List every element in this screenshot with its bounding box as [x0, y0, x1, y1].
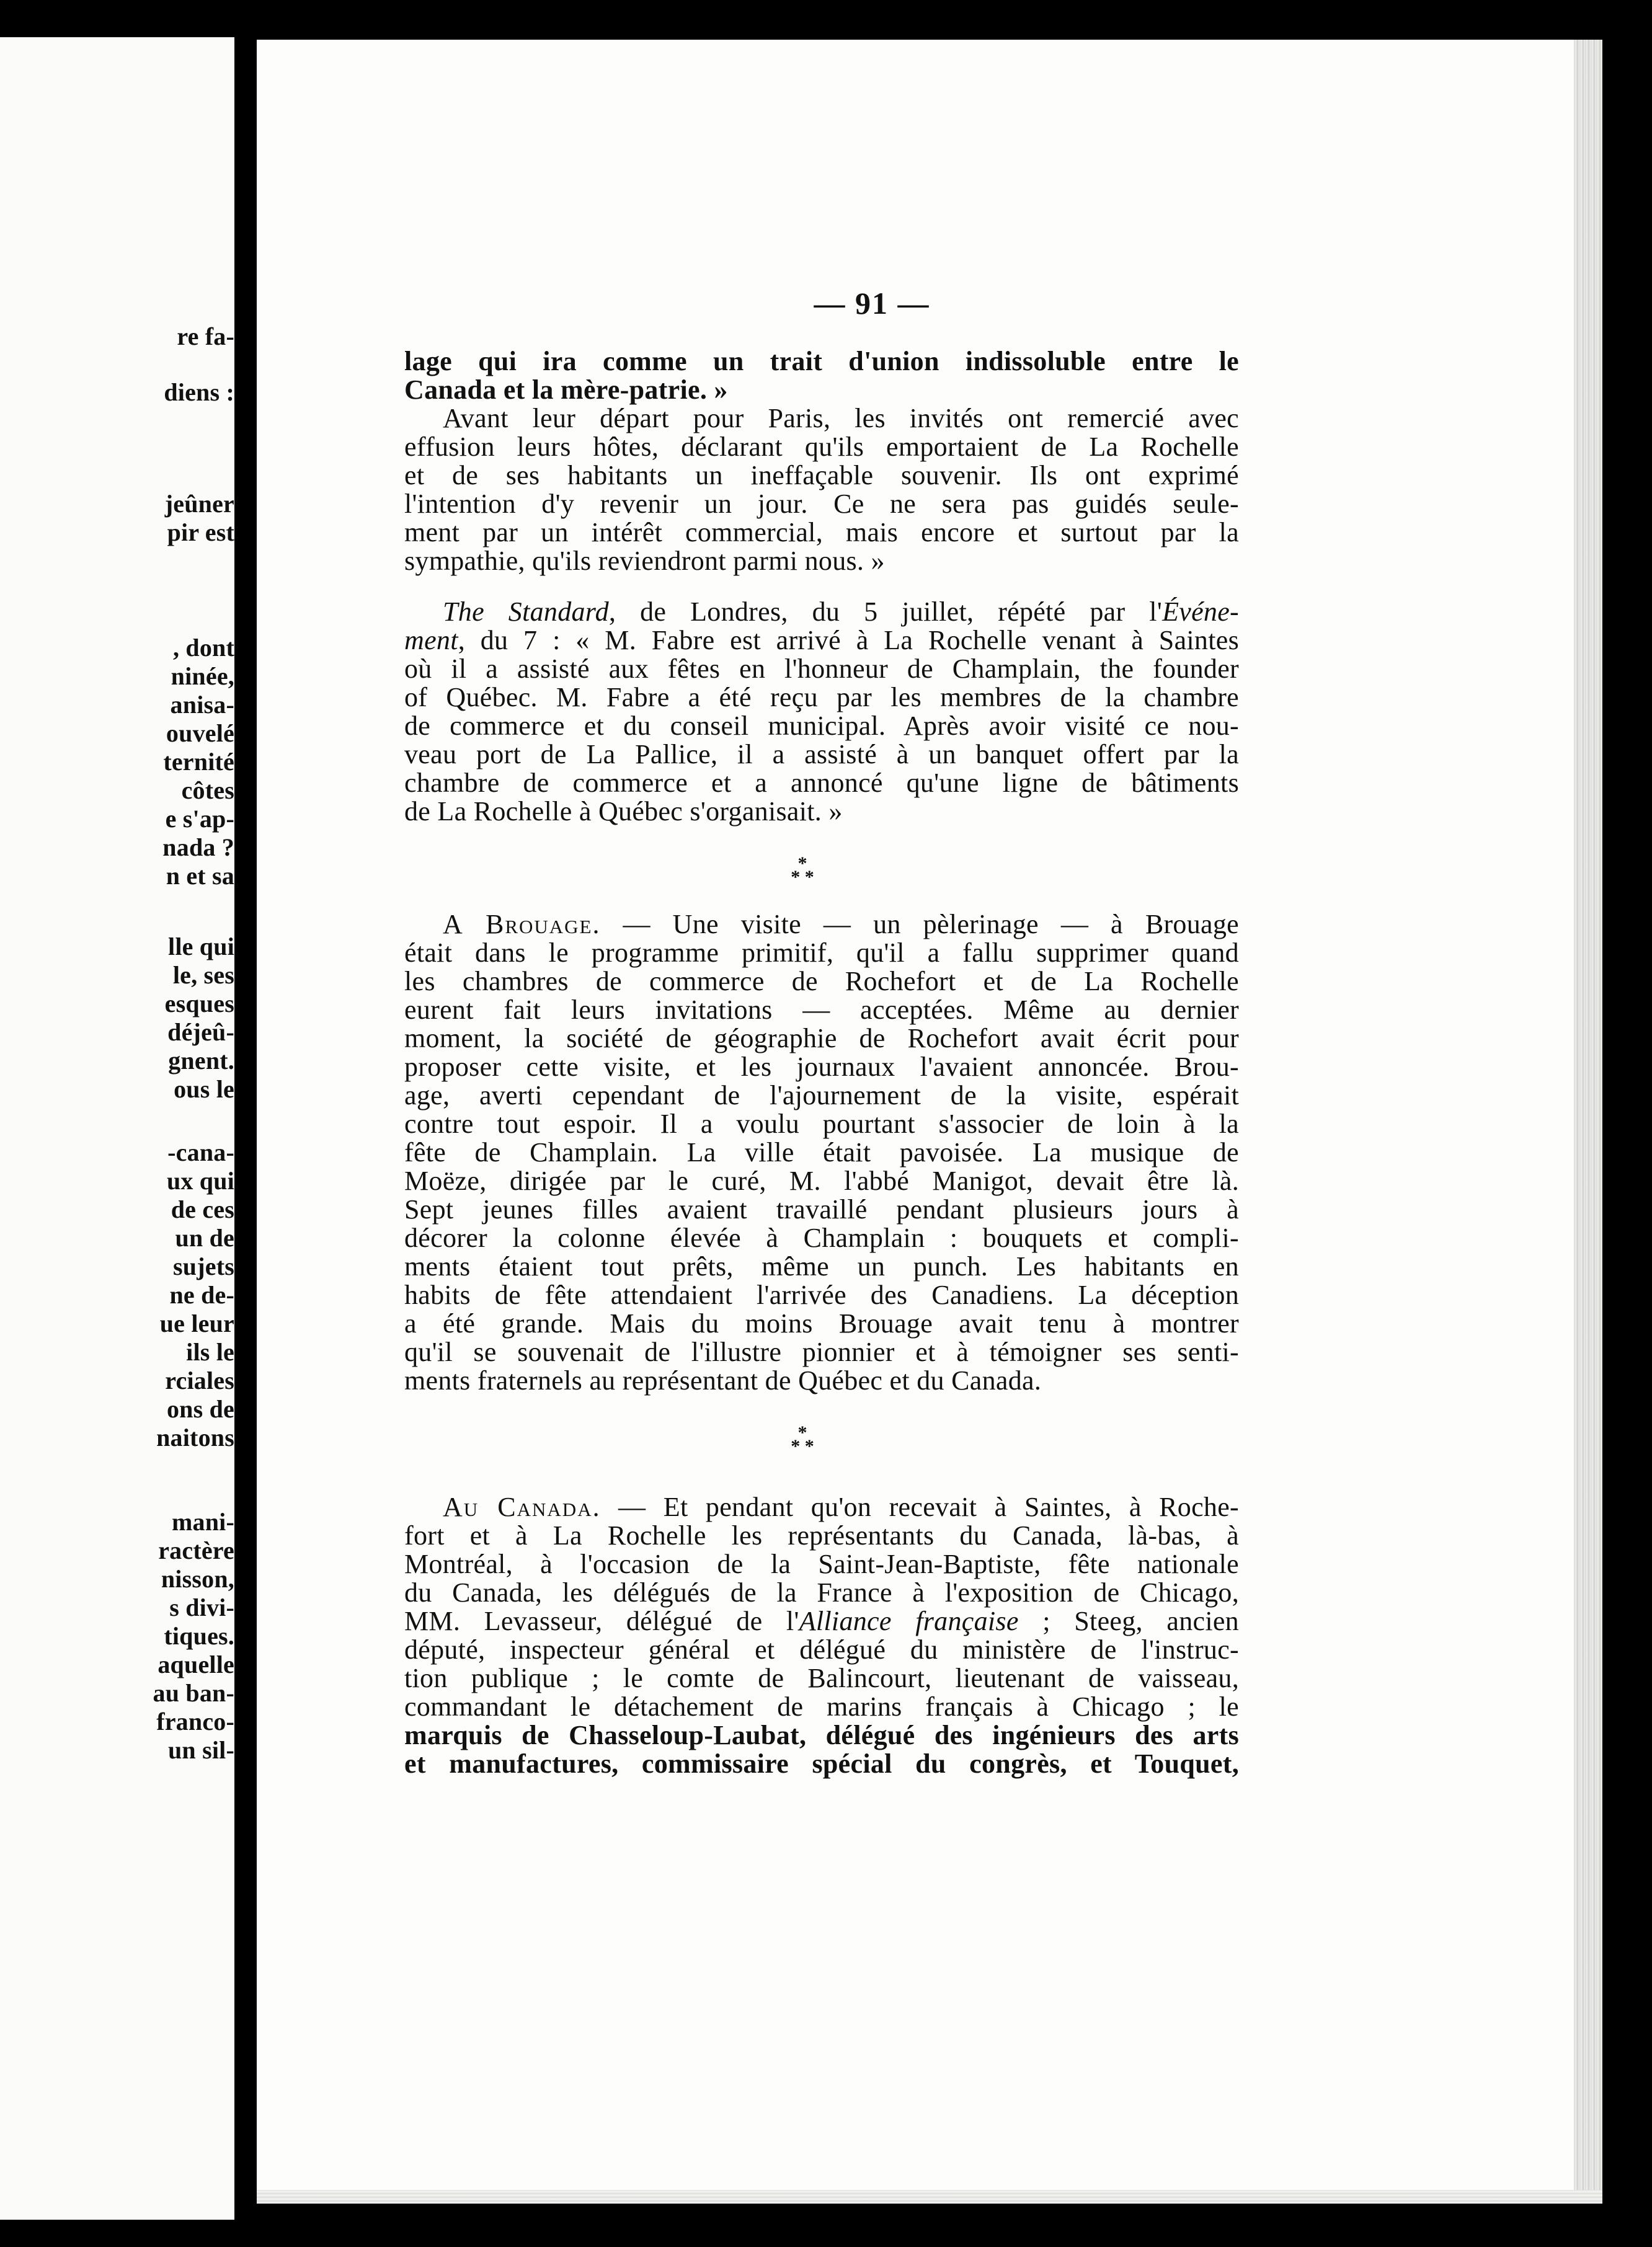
- left-page-line: pir est: [167, 518, 234, 546]
- text-span: ; Steeg, ancien: [1018, 1606, 1239, 1636]
- left-page-line: ons de: [166, 1395, 234, 1423]
- left-page-line: un de: [175, 1224, 234, 1252]
- text-line: était dans le programme primitif, qu'il a fallu supprimer quand: [404, 937, 1239, 968]
- left-page-line: , dont: [172, 634, 234, 662]
- text-line: [404, 626, 1239, 655]
- text-span: , du 7 : « M. Fabre est arrivé à La Rochelle venant à Saintes: [458, 625, 1239, 655]
- text-line: Moëze, dirigée par le curé, M. l'abbé Manigot, devait être là.: [404, 1166, 1239, 1196]
- left-page-line: ils le: [186, 1338, 234, 1366]
- text-line: qu'il se souvenait de l'illustre pionnier et à témoigner ses senti-: [404, 1337, 1239, 1367]
- left-page-line: esques: [164, 990, 234, 1017]
- text-span: — Une visite — un pèlerinage — à Brouage: [600, 909, 1239, 939]
- left-page-line: re fa-: [177, 322, 234, 350]
- text-line: ment par un intérêt commercial, mais encore et surtout par la: [404, 517, 1239, 547]
- left-page-line: rciales: [165, 1367, 234, 1394]
- left-page-line: sujets: [173, 1252, 234, 1280]
- left-page-line: ternité: [163, 748, 234, 776]
- left-page-line: jeûner: [164, 490, 234, 518]
- text-line: eurent fait leurs invitations — acceptées. Même au dernier: [404, 995, 1239, 1025]
- left-page-line: e s'ap-: [165, 805, 234, 833]
- left-page-line: déjeû-: [167, 1018, 234, 1046]
- asterism: * * *: [791, 1422, 814, 1456]
- text-line: veau port de La Pallice, il a assisté à un banquet offert par la: [404, 739, 1239, 769]
- text-line: lage qui ira comme un trait d'union indissoluble entre le: [404, 346, 1239, 376]
- left-page-line: diens :: [164, 378, 234, 406]
- left-page-line: gnent.: [168, 1047, 234, 1075]
- text-line: chambre de commerce et a annoncé qu'une ligne de bâtiments: [404, 768, 1239, 798]
- left-page-line: côtes: [181, 776, 234, 804]
- page-number: — 91 —: [814, 286, 930, 321]
- text-line: et de ses habitants un ineffaçable souvenir. Ils ont exprimé: [404, 460, 1239, 490]
- text-line: habits de fête attendaient l'arrivée des Canadiens. La déception: [404, 1280, 1239, 1310]
- left-page: [0, 37, 234, 2220]
- text-line: [404, 910, 1239, 939]
- text-line: marquis de Chasseloup-Laubat, délégué des ingénieurs des arts: [404, 1720, 1239, 1750]
- left-page-line: un sil-: [167, 1736, 234, 1764]
- left-page-line: au ban-: [153, 1679, 234, 1707]
- text-line: [404, 1607, 1239, 1636]
- page-bottom-edge: [257, 2190, 1602, 2204]
- text-line: age, averti cependant de l'ajournement de la visite, espérait: [404, 1080, 1239, 1110]
- text-line: [404, 598, 1239, 626]
- left-page-line: n et sa: [166, 862, 234, 890]
- left-page-line: ouvelé: [166, 719, 234, 747]
- text-line: ments étaient tout prêts, même un punch. Les habitants en: [404, 1251, 1239, 1282]
- text-line: effusion leurs hôtes, déclarant qu'ils emportaient de La Rochelle: [404, 432, 1239, 462]
- text-line: de La Rochelle à Québec s'organisait. »: [404, 796, 843, 827]
- text-line: moment, la société de géographie de Rochefort avait écrit pour: [404, 1023, 1239, 1053]
- left-page-line: -cana-: [167, 1138, 234, 1166]
- left-page-line: aquelle: [158, 1651, 234, 1678]
- left-page-line: ne de-: [169, 1281, 234, 1309]
- text-line: contre tout espoir. Il a voulu pourtant s'associer de loin à la: [404, 1109, 1239, 1139]
- asterism: * * *: [791, 853, 814, 887]
- left-page-line: tiques.: [164, 1622, 234, 1650]
- left-page-line: naitons: [156, 1424, 234, 1451]
- text-span: — Et pendant qu'on recevait à Saintes, à Roche-: [600, 1492, 1239, 1522]
- left-page-line: nisson,: [161, 1565, 234, 1593]
- left-page-line: nada ?: [162, 833, 234, 861]
- page-edge: [1574, 40, 1602, 2204]
- left-page-line: ux qui: [166, 1167, 234, 1195]
- text-line: sympathie, qu'ils reviendront parmi nous. »: [404, 546, 885, 576]
- text-line: ments fraternels au représentant de Québec et du Canada.: [404, 1365, 1042, 1396]
- text-line: fort et à La Rochelle les représentants du Canada, là-bas, à: [404, 1520, 1239, 1551]
- left-page-line: mani-: [172, 1508, 234, 1536]
- text-line: tion publique ; le comte de Balincourt, lieutenant de vaisseau,: [404, 1663, 1239, 1693]
- text-line: Montréal, à l'occasion de la Saint-Jean-Baptiste, fête nationale: [404, 1549, 1239, 1579]
- text-span: , de Londres, du 5 juillet, répété par l': [608, 596, 1163, 627]
- text-line: Canada et la mère-patrie. »: [404, 374, 728, 405]
- italic-text: ment: [404, 625, 458, 655]
- text-line: a été grande. Mais du moins Brouage avait tenu à montrer: [404, 1308, 1239, 1339]
- left-page-line: lle qui: [168, 933, 234, 960]
- text-line: Avant leur départ pour Paris, les invités ont remercié avec: [443, 403, 1239, 433]
- text-line: l'intention d'y revenir un jour. Ce ne sera pas guidés seule-: [404, 489, 1239, 519]
- section-heading: Au Canada.: [443, 1492, 601, 1522]
- left-page-line: s divi-: [169, 1593, 234, 1621]
- italic-text: The Standard: [443, 596, 609, 627]
- italic-text: Alliance française: [799, 1606, 1019, 1636]
- text-line: les chambres de commerce de Rochefort et de La Rochelle: [404, 966, 1239, 996]
- text-line: député, inspecteur général et délégué du ministère de l'instruc-: [404, 1634, 1239, 1665]
- section-heading: A Brouage.: [443, 909, 601, 939]
- text-line: et manufactures, commissaire spécial du congrès, et Touquet,: [404, 1748, 1239, 1779]
- left-page-line: ractère: [158, 1536, 234, 1564]
- text-line: de commerce et du conseil municipal. Après avoir visité ce nou-: [404, 711, 1239, 741]
- binding-gap: [234, 0, 257, 2247]
- left-page-line: ninée,: [171, 662, 234, 690]
- text-line: où il a assisté aux fêtes en l'honneur de Champlain, the founder: [404, 654, 1239, 684]
- left-page-line: ue leur: [159, 1310, 234, 1337]
- left-page-line: le, ses: [172, 961, 234, 989]
- text-line: [404, 1493, 1239, 1522]
- left-page-line: de ces: [171, 1195, 234, 1223]
- text-line: proposer cette visite, et les journaux l'avaient annoncée. Brou-: [404, 1052, 1239, 1082]
- text-line: du Canada, les délégués de la France à l'exposition de Chicago,: [404, 1577, 1239, 1608]
- italic-text: Événe-: [1162, 596, 1239, 627]
- text-line: fête de Champlain. La ville était pavoisée. La musique de: [404, 1137, 1239, 1168]
- text-line: décorer la colonne élevée à Champlain : bouquets et compli-: [404, 1223, 1239, 1253]
- text-span: MM. Levasseur, délégué de l': [404, 1606, 799, 1636]
- text-line: Sept jeunes filles avaient travaillé pendant plusieurs jours à: [404, 1194, 1239, 1225]
- text-line: commandant le détachement de marins français à Chicago ; le: [404, 1691, 1239, 1722]
- left-page-line: ous le: [174, 1075, 234, 1103]
- right-page: [257, 40, 1602, 2204]
- left-page-line: anisa-: [170, 691, 234, 719]
- text-line: of Québec. M. Fabre a été reçu par les membres de la chambre: [404, 682, 1239, 712]
- left-page-line: franco-: [156, 1708, 234, 1735]
